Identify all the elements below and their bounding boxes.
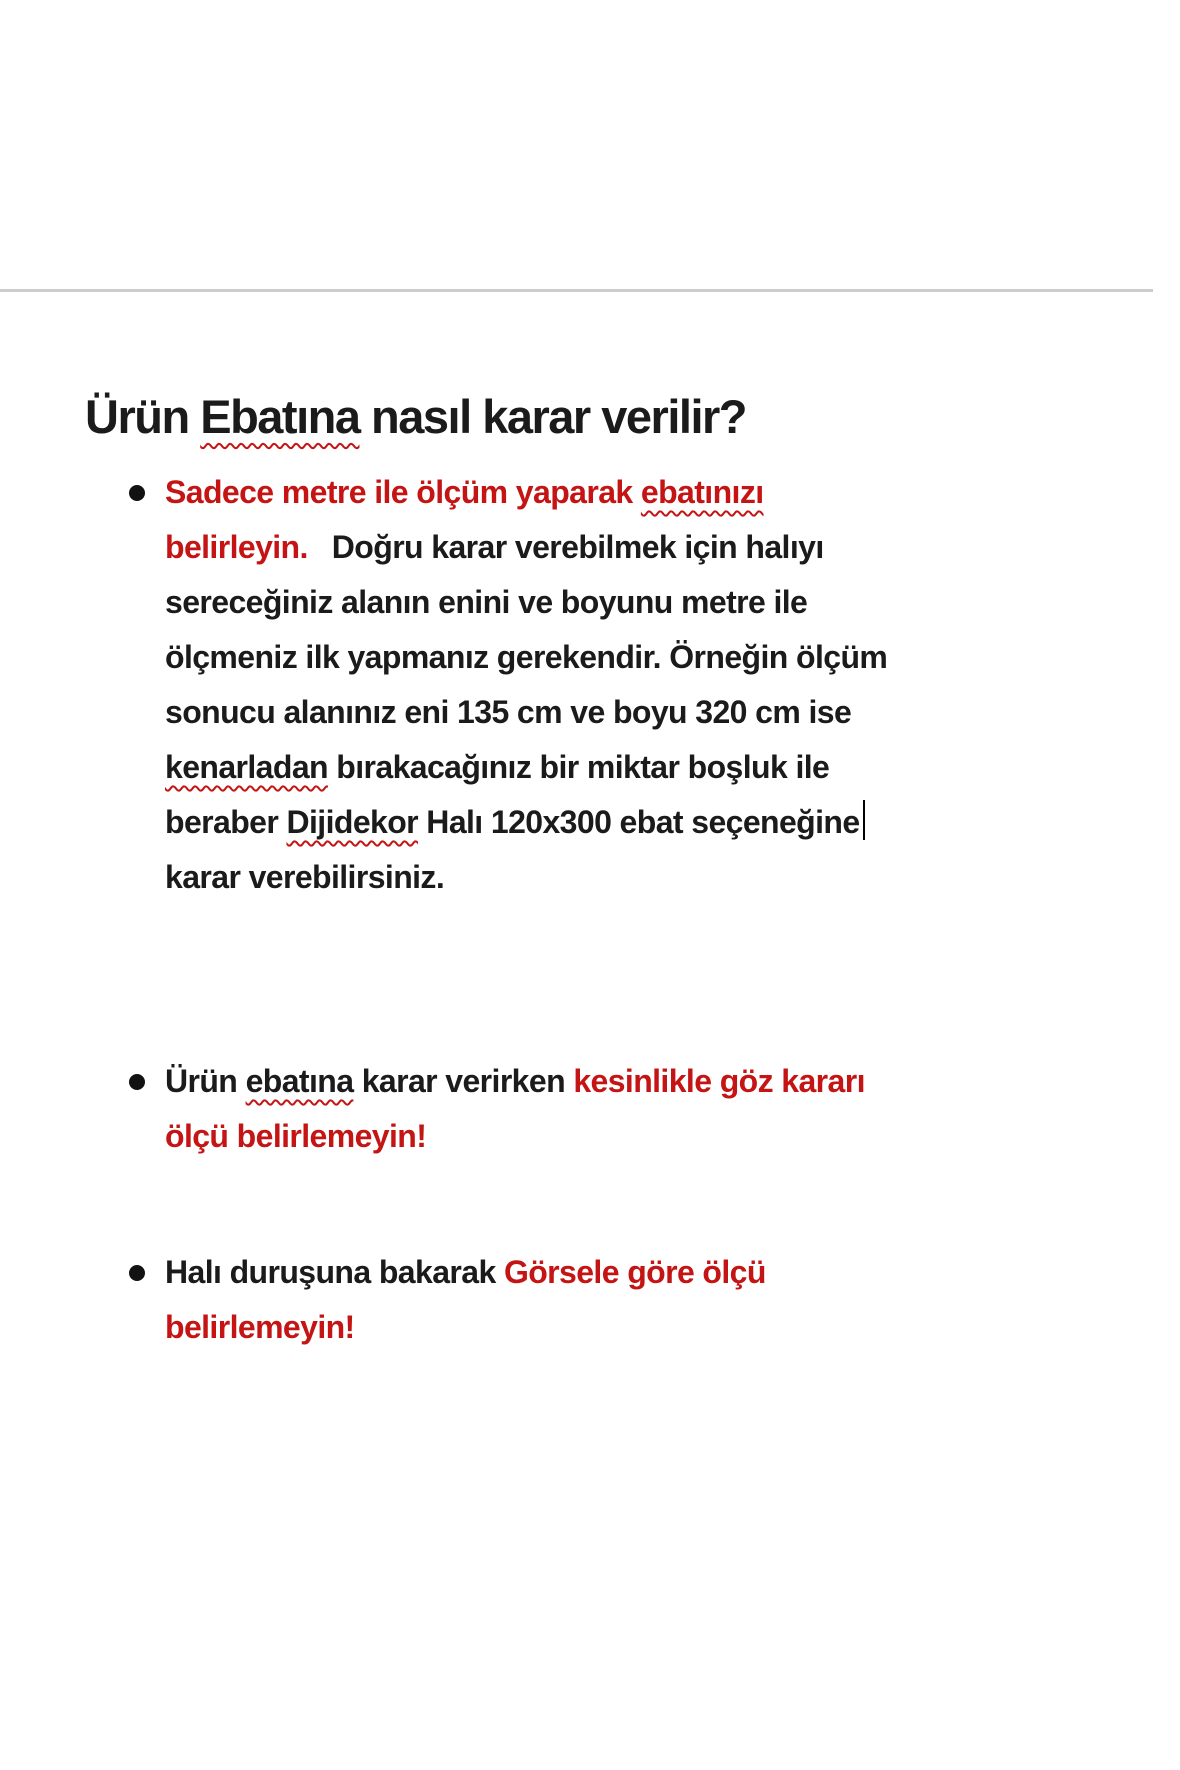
text-line	[165, 465, 887, 520]
text-line	[165, 630, 887, 685]
bullet-item-no-eyeballing	[165, 1054, 865, 1164]
text-run-misspelled: Dijidekor	[286, 804, 419, 840]
text-run: ölçmeniz ilk yapmanız gerekendir. Örneğin ölçüm	[165, 639, 888, 675]
bullet-dot-icon	[129, 485, 145, 501]
text-run: sereceğiniz alanın enini ve boyunu metre ile	[165, 584, 808, 620]
bullet-dot-icon	[129, 1074, 145, 1090]
text-line	[165, 1109, 865, 1164]
text-line	[165, 740, 887, 795]
title-text: Ürün	[85, 390, 201, 444]
text-run: bırakacağınız bir miktar boşluk ile	[327, 749, 830, 785]
text-line	[165, 520, 887, 575]
title-text: nasıl karar verilir?	[359, 390, 747, 444]
text-line	[165, 1245, 766, 1300]
text-line	[165, 685, 887, 740]
text-run: Halı 120x300 ebat seçeneğine	[418, 804, 860, 840]
horizontal-divider	[0, 289, 1153, 292]
text-run-misspelled: ebatına	[245, 1063, 354, 1099]
text-cursor[interactable]	[863, 800, 865, 840]
text-run: Ürün	[165, 1063, 246, 1099]
bullet-item-measure-instructions	[165, 465, 887, 905]
title-misspelled-word: Ebatına	[200, 390, 360, 444]
page-title	[85, 391, 746, 443]
text-line	[165, 1054, 865, 1109]
text-line	[165, 850, 887, 905]
text-run: kesinlikle göz kararı	[573, 1063, 865, 1099]
text-run: belirleyin.	[165, 529, 308, 565]
text-run-misspelled: ebatınızı	[640, 474, 764, 510]
text-run: karar verebilirsiniz.	[165, 859, 445, 895]
bullet-item-no-visual-sizing	[165, 1245, 766, 1355]
text-run: karar verirken	[353, 1063, 574, 1099]
text-run: Doğru karar verebilmek için halıyı	[331, 529, 824, 565]
text-line	[165, 795, 887, 850]
text-run: Görsele göre ölçü	[503, 1254, 766, 1290]
text-run-misspelled: kenarladan	[165, 749, 328, 785]
text-run: beraber	[165, 804, 287, 840]
text-run: Sadece metre ile ölçüm yaparak	[165, 474, 641, 510]
text-run: belirlemeyin!	[165, 1309, 355, 1345]
bullet-dot-icon	[129, 1265, 145, 1281]
text-line	[165, 575, 887, 630]
text-run: ölçü belirlemeyin!	[165, 1118, 427, 1154]
text-run: Halı duruşuna bakarak	[165, 1254, 504, 1290]
text-line	[165, 1300, 766, 1355]
text-run: sonucu alanınız eni 135 cm ve boyu 320 cm ise	[165, 694, 852, 730]
